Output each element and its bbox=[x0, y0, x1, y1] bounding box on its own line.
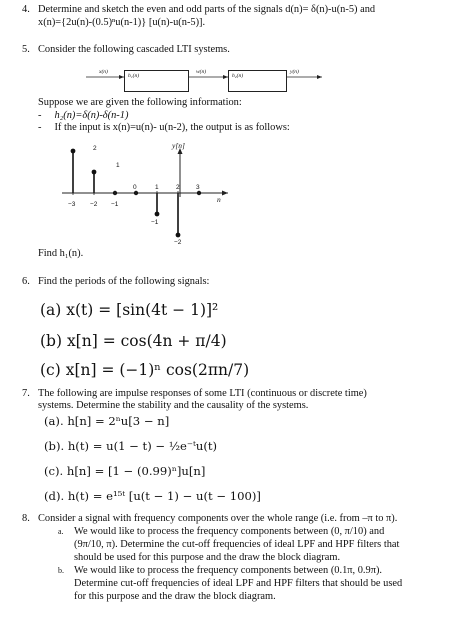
tick-label-minus2: −2 bbox=[90, 201, 98, 208]
question-number: 4. bbox=[22, 4, 30, 15]
bullet-2-text: If the input is x(n)=u(n)- u(n-2), the output is as follows: bbox=[54, 122, 290, 133]
find-h1: Find h₁(n). bbox=[38, 248, 84, 259]
question-8 bbox=[22, 513, 397, 526]
input-label: x(n) bbox=[99, 69, 108, 75]
question-7-line2: systems. Determine the stability and the causality of the systems. bbox=[38, 400, 309, 411]
tick-label-2: 2 bbox=[176, 184, 180, 191]
h2-label: h₂(n) bbox=[232, 73, 244, 79]
y-axis-label: y[n] bbox=[172, 141, 185, 150]
equation-6c: (c) x[n] = (−1)ⁿ cos(2πn/7) bbox=[40, 361, 250, 379]
data-label-minus1: −1 bbox=[151, 219, 159, 226]
question-4-line2: x(n)={2u(n)-(0.5)ⁿu(n-1)} [u(n)-u(n-5)]. bbox=[38, 17, 206, 28]
bullet-1-text: h₂(n)=δ(n)-δ(n-1) bbox=[54, 110, 129, 121]
question-text: The following are impulse responses of some LTI (continuous or discrete time) bbox=[38, 388, 367, 399]
tick-label-1: 1 bbox=[155, 184, 159, 191]
stem-marker bbox=[176, 233, 181, 238]
bullet-dash: - bbox=[38, 110, 42, 121]
part-b-line2: Determine cut-off frequencies of ideal LPF and HPF filters that should be used bbox=[74, 578, 403, 589]
data-label-1: 1 bbox=[116, 162, 120, 169]
impulse-response-c: (c). h[n] = [1 − (0.99)ⁿ]u[n] bbox=[44, 464, 206, 478]
equation-6b: (b) x[n] = cos(4n + π/4) bbox=[40, 332, 227, 350]
question-number: 5. bbox=[22, 44, 30, 55]
impulse-response-b: (b). h(t) = u(1 − t) − ½e⁻ᵗu(t) bbox=[44, 439, 218, 453]
mid-signal-label: w(n) bbox=[196, 69, 207, 75]
part-a-line3: should be used for this purpose and the draw the block diagram. bbox=[74, 552, 341, 563]
data-label-minus2: −2 bbox=[174, 239, 182, 246]
part-b-line1: We would like to process the frequency components between (0.1π, 0.9π). bbox=[74, 565, 383, 576]
x-axis-label: n bbox=[217, 195, 221, 204]
bullet-dash: - bbox=[38, 122, 42, 133]
suppose-text: Suppose we are given the following information: bbox=[38, 97, 242, 108]
stem-marker bbox=[71, 149, 76, 154]
tick-label-minus1: −1 bbox=[111, 201, 119, 208]
tick-label-minus3: −3 bbox=[68, 201, 76, 208]
question-text: Determine and sketch the even and odd parts of the signals d(n)= δ(n)-u(n-5) and bbox=[38, 4, 376, 15]
question-number: 6. bbox=[22, 276, 30, 287]
question-text: Consider a signal with frequency components over the whole range (i.e. from –π to π). bbox=[38, 513, 398, 524]
equation-6a: (a) x(t) = [sin(4t − 1)]² bbox=[40, 301, 219, 319]
question-7 bbox=[22, 388, 367, 401]
question-text: Consider the following cascaded LTI systems. bbox=[38, 44, 230, 55]
part-b-line3: for this purpose and the draw the block diagram. bbox=[74, 591, 276, 602]
part-a-line2: (9π/10, π). Determine the cut-off frequencies of ideal LPF and HPF filters that bbox=[74, 539, 400, 550]
stem-marker bbox=[155, 212, 160, 217]
part-a-line1: We would like to process the frequency components between (0, π/10) and bbox=[74, 526, 385, 537]
output-label: y(n) bbox=[290, 69, 299, 75]
part-b-label: b. bbox=[58, 566, 64, 575]
data-label-2: 2 bbox=[93, 145, 97, 152]
stem-marker bbox=[92, 170, 97, 175]
question-text: Find the periods of the following signals: bbox=[38, 276, 210, 287]
question-number: 8. bbox=[22, 513, 30, 524]
part-a-label: a. bbox=[58, 527, 64, 536]
tick-label-0: 0 bbox=[133, 184, 137, 191]
h1-label: h₁(n) bbox=[128, 73, 140, 79]
impulse-response-d: (d). h(t) = e¹⁵ᵗ [u(t − 1) − u(t − 100)] bbox=[44, 489, 261, 503]
question-6 bbox=[22, 276, 209, 289]
question-number: 7. bbox=[22, 388, 30, 399]
tick-label-3: 3 bbox=[196, 184, 200, 191]
impulse-response-a: (a). h[n] = 2ⁿu[3 − n] bbox=[44, 414, 170, 428]
x-axis-arrow bbox=[222, 191, 228, 196]
